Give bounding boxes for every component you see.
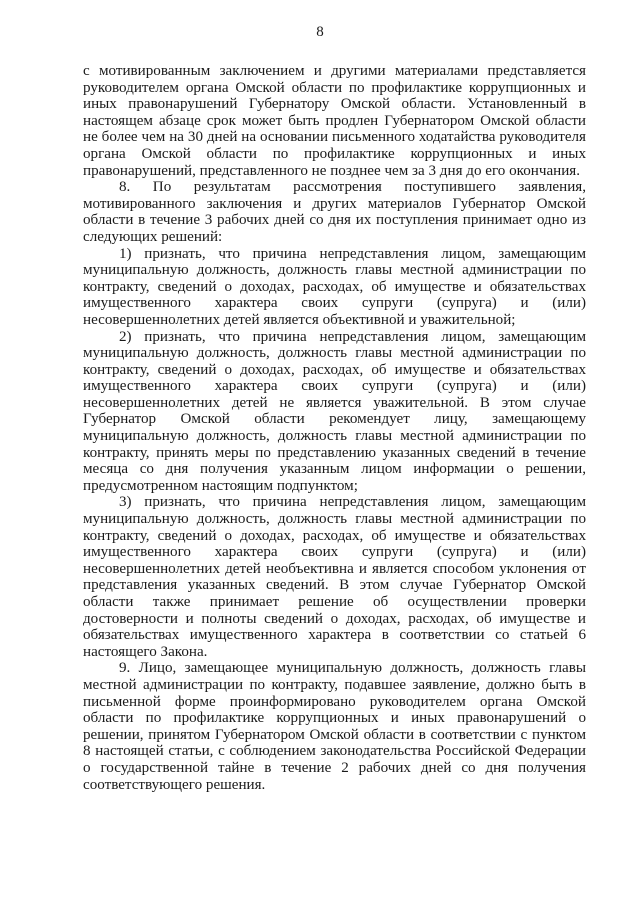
page-number: 8: [316, 24, 324, 40]
paragraph-subitem-3: 3) признать, что причина непредставления лицом, замещающим муниципальную должность, должность главы местной администрации по контракту, сведений о доходах, расходах, об имуществе и обязательствах имущественного характера своих супруги (супруга) и (или) несовершеннолетних детей необъективна и является способом уклонения от представления указанных сведений. В этом случае Губернатор Омской области также принимает решение об осуществлении проверки достоверности и полноты сведений о доходах, расходах, об имуществе и обязательствах имущественного характера в соответствии со статьей 6 настоящего Закона.: [83, 494, 586, 660]
paragraph-subitem-2: 2) признать, что причина непредставления лицом, замещающим муниципальную должность, должность главы местной администрации по контракту, сведений о доходах, расходах, об имуществе и обязательствах имущественного характера своих супруги (супруга) и (или) несовершеннолетних детей не является уважительной. В этом случае Губернатор Омской области рекомендует лицу, замещающему муниципальную должность, должность главы местной администрации по контракту, принять меры по представлению указанных сведений в течение месяца со дня получения указанным лицом информации о решении, предусмотренном настоящим подпунктом;: [83, 328, 586, 494]
paragraph-continuation: с мотивированным заключением и другими материалами представляется руководителем органа Омской области по профилактике коррупционных и иных правонарушений Губернатору Омской области. Установленный в настоящем абзаце срок может быть продлен Губернатором Омской области не более чем на 30 дней на основании письменного ходатайства руководителя органа Омской области по профилактике коррупционных и иных правонарушений, представленного не позднее чем за 3 дня до его окончания.: [83, 63, 586, 179]
paragraph-item-9: 9. Лицо, замещающее муниципальную должность, должность главы местной администрации по контракту, подавшее заявление, должно быть в письменной форме проинформировано руководителем органа Омской области по профилактике коррупционных и иных правонарушений о решении, принятом Губернатором Омской области в соответствии с пунктом 8 настоящей статьи, с соблюдением законодательства Российской Федерации о государственной тайне в течение 2 рабочих дней со дня получения соответствующего решения.: [83, 660, 586, 793]
paragraph-item-8: 8. По результатам рассмотрения поступившего заявления, мотивированного заключения и других материалов Губернатор Омской области в течение 3 рабочих дней со дня их поступления принимает одно из следующих решений:: [83, 179, 586, 245]
paragraph-subitem-1: 1) признать, что причина непредставления лицом, замещающим муниципальную должность, должность главы местной администрации по контракту, сведений о доходах, расходах, об имуществе и обязательствах имущественного характера своих супруги (супруга) и (или) несовершеннолетних детей является объективной и уважительной;: [83, 245, 586, 328]
document-body: [83, 63, 586, 793]
